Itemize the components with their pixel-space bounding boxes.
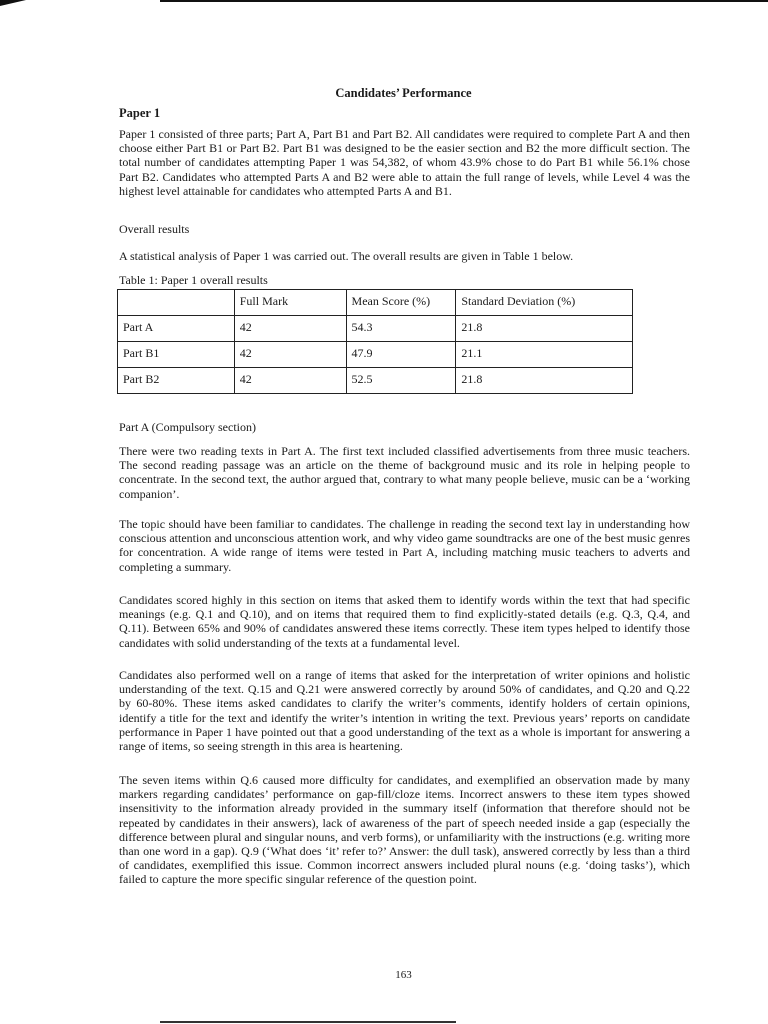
table-header-cell: Standard Deviation (%) (456, 290, 633, 316)
table-cell: 54.3 (346, 316, 456, 342)
table-header-cell: Full Mark (234, 290, 346, 316)
overall-results-text: A statistical analysis of Paper 1 was carried out. The overall results are given in Table 1 below. (119, 249, 574, 263)
table-row (118, 368, 633, 394)
table-cell: 52.5 (346, 368, 456, 394)
table-cell: Part B2 (118, 368, 235, 394)
table-cell: 21.8 (456, 368, 633, 394)
table-cell: 42 (234, 368, 346, 394)
intro-paragraph: Paper 1 consisted of three parts; Part A, Part B1 and Part B2. All candidates were required to complete Part A and then choose either Part B1 or Part B2. Part B1 was designed to be the easier section and B2 the more difficult section. The total number of candidates attempting Paper 1 was 54,382, of whom 43.9% chose to do Part B1 while 56.1% chose Part B2. Candidates who attempted Parts A and B2 were able to attain the full range of levels, while Level 4 was the highest level attainable for candidates who attempted Parts A and B1. (119, 127, 690, 198)
scan-bottom-rule (160, 1021, 456, 1023)
table-caption: Table 1: Paper 1 overall results (119, 273, 268, 287)
overall-results-label: Overall results (119, 222, 190, 236)
table-header-cell: Mean Score (%) (346, 290, 456, 316)
body-paragraph: Candidates scored highly in this section on items that asked them to identify words within the text that had specific meanings (e.g. Q.1 and Q.10), and on items that required them to find explicitly-stated details (e.g. Q.3, Q.4, and Q.11). Between 65% and 90% of candidates answered these items correctly. These item types helped to identify those candidates with solid understanding of the texts at a fundamental level. (119, 593, 690, 650)
page-number: 163 (395, 969, 412, 981)
table-row (118, 316, 633, 342)
table-cell: 21.1 (456, 342, 633, 368)
table-header-row (118, 290, 633, 316)
section-heading: Paper 1 (119, 106, 161, 120)
table-cell: 47.9 (346, 342, 456, 368)
table-cell: 42 (234, 316, 346, 342)
scan-edge-top (0, 0, 768, 6)
table-cell: 21.8 (456, 316, 633, 342)
body-paragraph: The seven items within Q.6 caused more difficulty for candidates, and exemplified an observation made by many markers regarding candidates’ performance on gap-fill/cloze items. Incorrect answers to these item types showed insensitivity to the information already provided in the summary itself (information that therefore should not be repeated by candidates in their answers), lack of awareness of the part of speech needed inside a gap (especially the difference between plural and singular nouns, and verb forms), or unfamiliarity with the instructions (e.g. writing more than one word in a gap). Q.9 (‘What does ‘it’ refer to?’ Answer: the dull task), answered correctly by less than a third of candidates, exemplified this issue. Common incorrect answers included plural nouns (e.g. ‘doing tasks’), which failed to capture the more specific singular reference of the question point. (119, 773, 690, 887)
body-paragraph: There were two reading texts in Part A. The first text included classified advertisements from three music teachers. The second reading passage was an article on the theme of background music and its role in helping people to concentrate. In the second text, the author argued that, contrary to what many people believe, music can be a ‘working companion’. (119, 444, 690, 501)
part-a-heading: Part A (Compulsory section) (119, 420, 256, 434)
table-header-cell (118, 290, 235, 316)
table-row (118, 342, 633, 368)
scan-corner-mark (0, 0, 26, 6)
body-paragraph: Candidates also performed well on a range of items that asked for the interpretation of writer opinions and holistic understanding of the text. Q.15 and Q.21 were answered correctly by around 50% of candidates, and Q.20 and Q.22 by 60-80%. These items asked candidates to clarify the writer’s comments, identify holders of certain opinions, identify a title for the text and identify the writer’s intention in writing the text. Previous years’ reports on candidate performance in Paper 1 have pointed out that a good understanding of the text as a whole is important for answering a range of items, so seeing strength in this area is heartening. (119, 668, 690, 754)
table-cell: Part A (118, 316, 235, 342)
body-paragraph: The topic should have been familiar to candidates. The challenge in reading the second text lay in understanding how conscious attention and unconscious attention work, and why video game soundtracks are one of the best music genres for concentration. A wide range of items were tested in Part A, including matching music teachers to adverts and completing a summary. (119, 517, 690, 574)
table-cell: 42 (234, 342, 346, 368)
page-title: Candidates’ Performance (335, 86, 472, 100)
results-table (117, 289, 633, 394)
scan-top-rule (160, 0, 768, 2)
table-cell: Part B1 (118, 342, 235, 368)
